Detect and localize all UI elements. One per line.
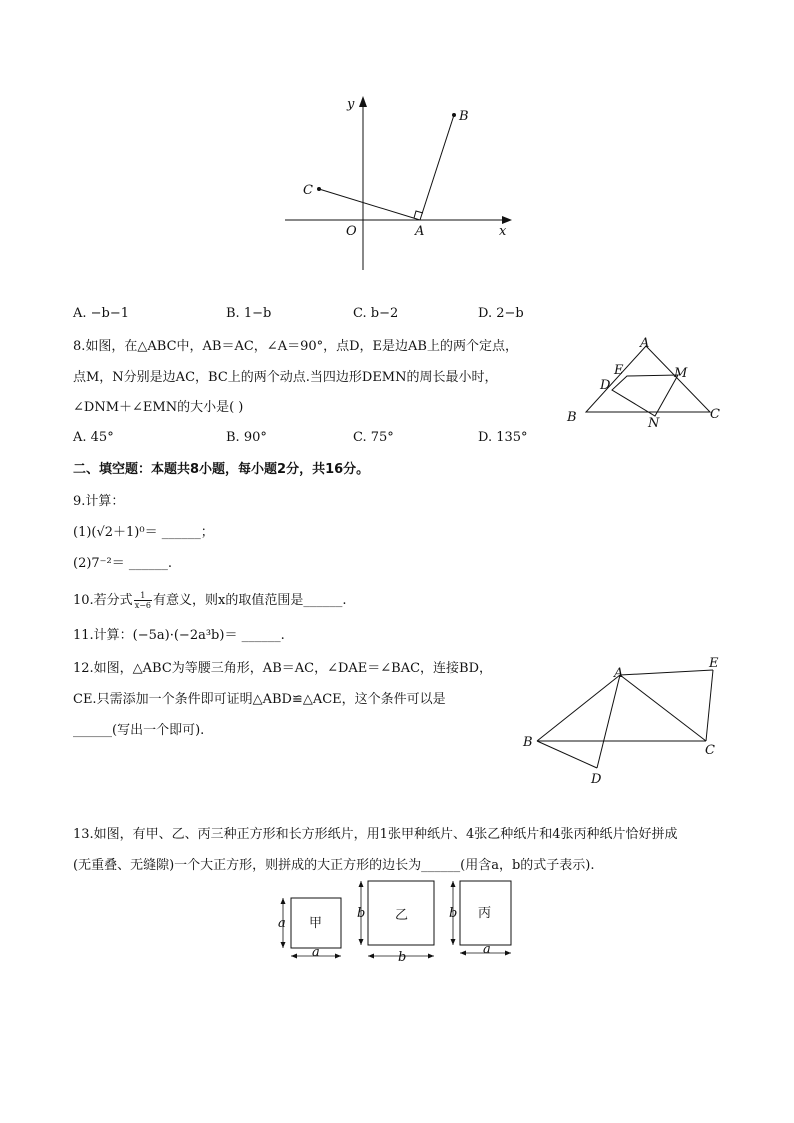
card-bing xyxy=(449,881,511,957)
q7-coordinate-figure xyxy=(280,90,520,275)
q8-label-d: D xyxy=(600,378,611,393)
q7-option-b: B. 1−b xyxy=(226,306,272,321)
label-b: B xyxy=(459,109,469,124)
segment-ab xyxy=(537,675,620,741)
card-bing-side-arrow-bottom xyxy=(451,939,456,945)
q8-option-d: D. 135° xyxy=(478,430,528,445)
q10-suffix: 有意义，则x的取值范围是______. xyxy=(153,593,347,608)
card-bing-bottom-arrow-left xyxy=(460,951,466,956)
card-jia-bottom-arrow-left xyxy=(291,954,297,959)
q8-label-c: C xyxy=(710,407,720,422)
card-yi-side-label: b xyxy=(357,906,366,921)
q8-option-b: B. 90° xyxy=(226,430,267,445)
card-jia-side-arrow-bottom xyxy=(281,942,286,948)
q8-label-n: N xyxy=(648,416,660,431)
q8-line3: ∠DNM＋∠EMN的大小是( ) xyxy=(73,400,244,415)
q12-line2: CE.只需添加一个条件即可证明△ABD≌△ACE，这个条件可以是 xyxy=(73,692,446,707)
q7-option-c: C. b−2 xyxy=(353,306,399,321)
card-bing-side-arrow-top xyxy=(451,881,456,887)
segment-ae xyxy=(620,670,713,675)
card-bing-bottom-arrow-right xyxy=(505,951,511,956)
q10-fraction xyxy=(134,591,152,610)
q8-option-a: A. 45° xyxy=(73,430,114,445)
card-jia-name: 甲 xyxy=(309,916,323,931)
q9-part2: (2)7⁻²＝ ______. xyxy=(73,556,173,571)
card-bing-bottom-label: a xyxy=(483,942,491,957)
card-yi-side-arrow-top xyxy=(359,881,364,887)
q8-label-m: M xyxy=(674,366,688,381)
q10-numerator: 1 xyxy=(134,591,152,601)
segment-ec xyxy=(706,670,713,741)
segment-ab xyxy=(420,115,454,220)
q8-option-c: C. 75° xyxy=(353,430,394,445)
card-jia-bottom-arrow-right xyxy=(335,954,341,959)
q8-label-b: B xyxy=(567,410,577,425)
label-y: y xyxy=(347,97,355,112)
q10-denominator: x−6 xyxy=(134,601,151,610)
label-x: x xyxy=(499,224,507,239)
q7-option-d: D. 2−b xyxy=(478,306,524,321)
segment-ac xyxy=(319,189,420,220)
q12-triangle-figure xyxy=(515,655,730,790)
card-yi-bottom-arrow-left xyxy=(368,954,374,959)
q10-prefix: 10.若分式 xyxy=(73,593,133,608)
section-2-heading: 二、填空题：本题共8小题，每小题2分，共16分。 xyxy=(73,462,370,477)
q10 xyxy=(73,590,346,612)
card-bing-name: 丙 xyxy=(478,906,492,921)
card-bing-side-label: b xyxy=(449,906,458,921)
q13-line2: (无重叠、无缝隙)一个大正方形，则拼成的大正方形的边长为______(用含a，b的式子表示). xyxy=(73,858,595,873)
q12-label-d: D xyxy=(591,772,602,787)
label-c: C xyxy=(303,183,313,198)
q8-triangle-figure xyxy=(560,335,730,430)
point-b xyxy=(452,113,456,117)
q8-label-a: A xyxy=(640,336,650,351)
q13-line1: 13.如图，有甲、乙、丙三种正方形和长方形纸片，用1张甲种纸片、4张乙种纸片和4张丙种纸片恰好拼成 xyxy=(73,827,678,842)
q11: 11.计算：(−5a)·(−2a³b)＝ ______. xyxy=(73,628,285,643)
segment-ac xyxy=(620,675,706,741)
x-axis-arrow xyxy=(502,216,512,224)
segment-ad xyxy=(597,675,620,768)
card-jia xyxy=(278,898,341,960)
point-c xyxy=(317,187,321,191)
q12-line1: 12.如图，△ABC为等腰三角形，AB＝AC，∠DAE＝∠BAC，连接BD， xyxy=(73,661,493,676)
card-yi-name: 乙 xyxy=(395,908,409,923)
card-jia-side-arrow-top xyxy=(281,898,286,904)
card-yi-side-arrow-bottom xyxy=(359,939,364,945)
label-a: A xyxy=(415,224,425,239)
quadrilateral-demn xyxy=(612,375,678,416)
card-jia-bottom-label: a xyxy=(312,945,320,960)
segment-bd xyxy=(537,741,597,768)
q8-line1: 8.如图，在△ABC中，AB＝AC，∠A＝90°，点D，E是边AB上的两个定点， xyxy=(73,339,518,354)
card-yi xyxy=(357,881,434,965)
q12-label-b: B xyxy=(523,735,533,750)
q12-label-e: E xyxy=(709,656,719,671)
q7-option-a: A. −b−1 xyxy=(73,306,130,321)
q13-cards-figure xyxy=(275,875,520,965)
q12-label-a: A xyxy=(614,666,624,681)
card-yi-bottom-arrow-right xyxy=(428,954,434,959)
card-yi-bottom-label: b xyxy=(398,950,407,965)
q8-line2: 点M，N分别是边AC，BC上的两个动点.当四边形DEMN的周长最小时， xyxy=(73,370,498,385)
y-axis-arrow xyxy=(359,96,367,107)
label-o: O xyxy=(346,224,357,239)
card-jia-side-label: a xyxy=(278,916,286,931)
q12-label-c: C xyxy=(705,743,715,758)
q12-line3: ______(写出一个即可). xyxy=(73,723,205,738)
q9-part1: (1)(√2＋1)⁰＝ ______； xyxy=(73,525,214,540)
q8-label-e: E xyxy=(614,363,624,378)
q9-title: 9.计算： xyxy=(73,494,125,509)
